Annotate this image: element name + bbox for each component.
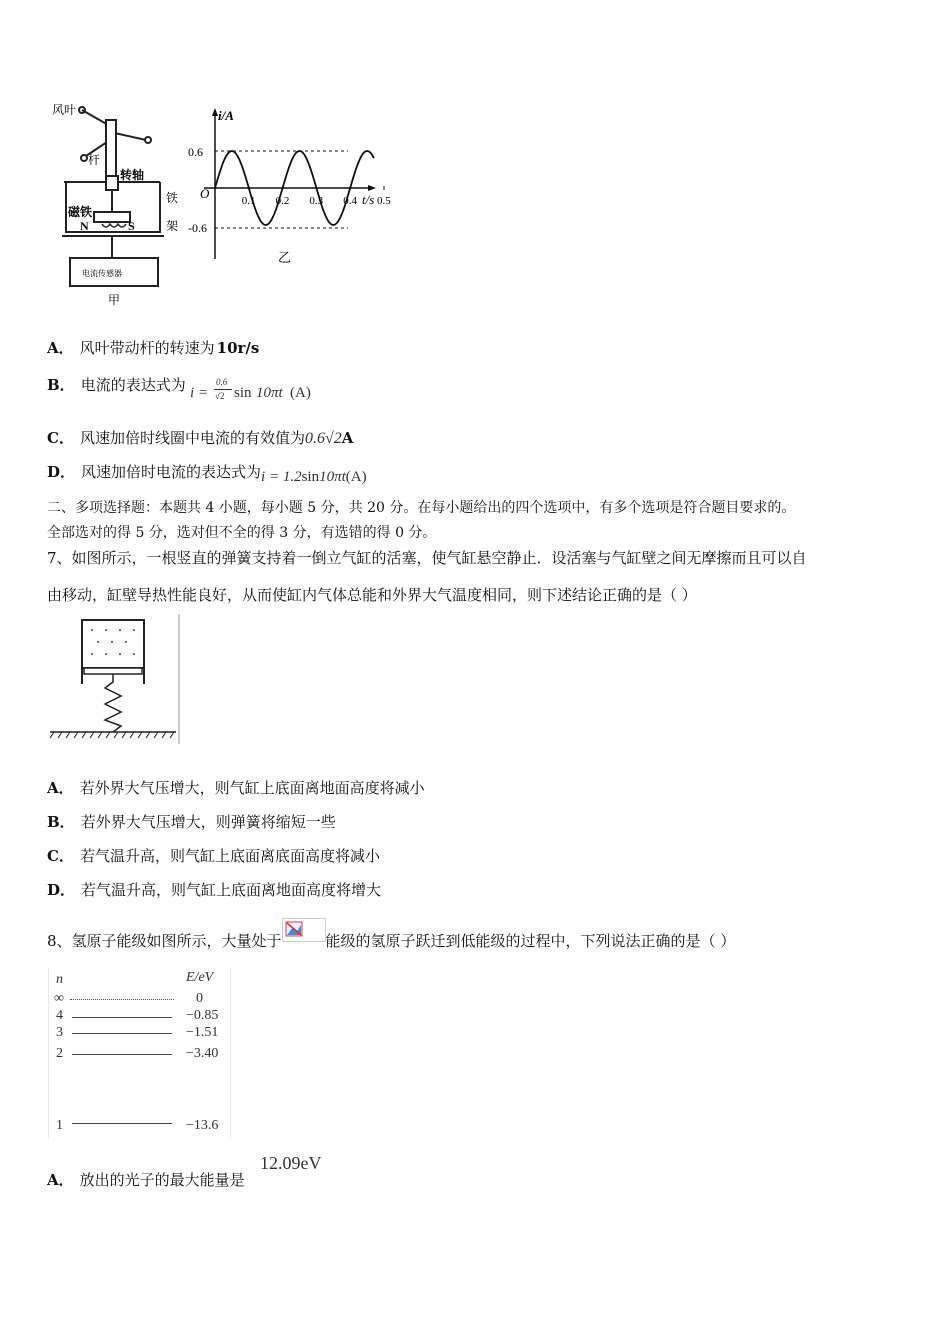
x-axis-label: t/s xyxy=(362,192,375,207)
frame-label-2: 架 xyxy=(166,219,179,233)
option-letter: C． xyxy=(47,847,74,865)
shaft-label: 转轴 xyxy=(120,168,145,182)
q7-option-b[interactable] xyxy=(47,811,336,832)
level-e-4: −0.85 xyxy=(186,1008,219,1023)
q8-option-a-value: 12.09eV xyxy=(260,1153,322,1173)
option-letter: D． xyxy=(47,881,76,899)
y-axis-label: i/A xyxy=(218,108,234,123)
option-letter: A． xyxy=(47,779,74,797)
q7-figure-cylinder-spring xyxy=(48,612,184,746)
option-text: 电流的表达式为 xyxy=(80,376,186,394)
y-max-label: 0.6 xyxy=(188,145,203,159)
q6-option-d[interactable]: D． 风速加倍时电流的表达式为i = 1.2sin10πt(A) xyxy=(47,463,367,485)
option-letter: A． xyxy=(47,339,74,357)
level-line-inf xyxy=(70,999,174,1000)
x-tick-label: 0.4 xyxy=(343,195,357,207)
level-n-1: 1 xyxy=(56,1118,63,1133)
figure-yi-caption: 乙 xyxy=(278,250,292,265)
levels-header-e: E/eV xyxy=(186,970,214,985)
q8-stem xyxy=(47,926,735,951)
x-tick-label: 0.3 xyxy=(309,195,324,207)
option-text: 若外界大气压增大，则弹簧将缩短一些 xyxy=(80,813,336,831)
level-line-4 xyxy=(72,1017,172,1018)
q6-option-a[interactable] xyxy=(47,337,265,358)
level-e-2: −3.40 xyxy=(186,1046,219,1061)
option-text: 风叶带动杆的转速为 xyxy=(79,339,215,357)
q6-option-c[interactable]: C． 风速加倍时线圈中电流的有效值为0.6√2A xyxy=(47,429,354,447)
level-e-inf: 0 xyxy=(196,991,203,1006)
x-tick-label: 0.1 xyxy=(241,195,256,207)
option-letter: C． xyxy=(47,429,74,447)
level-e-1: −13.6 xyxy=(186,1118,219,1133)
x-axis-arrow xyxy=(368,185,376,191)
option-text: 放出的光子的最大能量是 xyxy=(79,1171,245,1189)
level-line-1 xyxy=(72,1123,172,1124)
option-unit: A xyxy=(341,429,354,447)
option-text: 若外界大气压增大，则气缸上底面离地面高度将减小 xyxy=(79,779,425,797)
q7-option-c[interactable] xyxy=(47,845,380,866)
n-pole-label: N xyxy=(80,219,89,233)
rod-label: 杆 xyxy=(88,153,101,167)
x-tick-label: 0.5 xyxy=(377,195,391,207)
option-text: 风速加倍时电流的表达式为 xyxy=(81,463,262,481)
option-letter: B． xyxy=(47,376,75,394)
q7-stem-line2: 由移动，缸壁导热性能良好，从而使缸内气体总能和外界大气温度相同，则下述结论正确的是（ ） xyxy=(47,586,697,604)
magnet-label: 磁铁 xyxy=(68,205,93,219)
figure-jia-caption: 甲 xyxy=(108,293,121,307)
level-line-2 xyxy=(72,1054,172,1055)
level-n-4: 4 xyxy=(56,1008,63,1023)
x-tick-label: 0.2 xyxy=(275,195,290,207)
option-text: 若气温升高，则气缸上底面离地面高度将增大 xyxy=(81,881,382,899)
option-text: 若气温升高，则气缸上底面离底面高度将减小 xyxy=(79,847,380,865)
origin-label: O xyxy=(200,186,210,201)
q8-energy-level-diagram xyxy=(48,968,233,1140)
level-n-2: 2 xyxy=(56,1046,63,1061)
q7-option-d[interactable] xyxy=(47,879,381,900)
option-value: 10r/s xyxy=(216,339,260,357)
q7-option-a[interactable] xyxy=(47,777,425,798)
fan-label: 风叶 xyxy=(52,103,77,117)
option-letter: D． xyxy=(47,463,76,481)
level-line-3 xyxy=(72,1033,172,1034)
q6-option-b-formula: i = 0.6 √2 sin 10πt (A) xyxy=(190,377,311,401)
s-pole-label: S xyxy=(128,219,135,233)
q7-stem-line1: 7、如图所示，一根竖直的弹簧支持着一倒立气缸的活塞，使气缸悬空静止．设活塞与气缸壁之间无摩擦而且可以自 xyxy=(47,549,807,567)
y-min-label: -0.6 xyxy=(188,221,207,235)
option-letter: B． xyxy=(47,813,75,831)
q6-option-b[interactable] xyxy=(47,374,186,395)
level-e-3: −1.51 xyxy=(186,1025,219,1040)
level-n-3: 3 xyxy=(56,1025,63,1040)
q8-stem-after: 能级的氢原子跃迁到低能级的过程中，下列说法正确的是（ ） xyxy=(325,932,736,950)
figure-jia xyxy=(48,98,188,310)
q8-stem-before: 8、氢原子能级如图所示，大量处于 xyxy=(47,932,282,950)
broken-image-icon xyxy=(282,918,326,942)
q8-option-a[interactable] xyxy=(47,1169,245,1190)
option-letter: A． xyxy=(47,1171,74,1189)
levels-header-n: n xyxy=(56,972,63,987)
option-text: 风速加倍时线圈中电流的有效值为 xyxy=(79,429,305,447)
figure-yi-chart xyxy=(188,104,391,265)
frame-label-1: 铁 xyxy=(166,191,179,205)
section2-heading-line1: 二、多项选择题：本题共 4 小题，每小题 5 分，共 20 分。在每小题给出的四个选项中，有多个选项是符合题目要求的。 xyxy=(47,500,796,516)
level-n-inf: ∞ xyxy=(54,991,64,1006)
sensor-label: 电流传感器 xyxy=(82,269,122,278)
section2-heading-line2: 全部选对的得 5 分，选对但不全的得 3 分，有选错的得 0 分。 xyxy=(47,525,437,541)
